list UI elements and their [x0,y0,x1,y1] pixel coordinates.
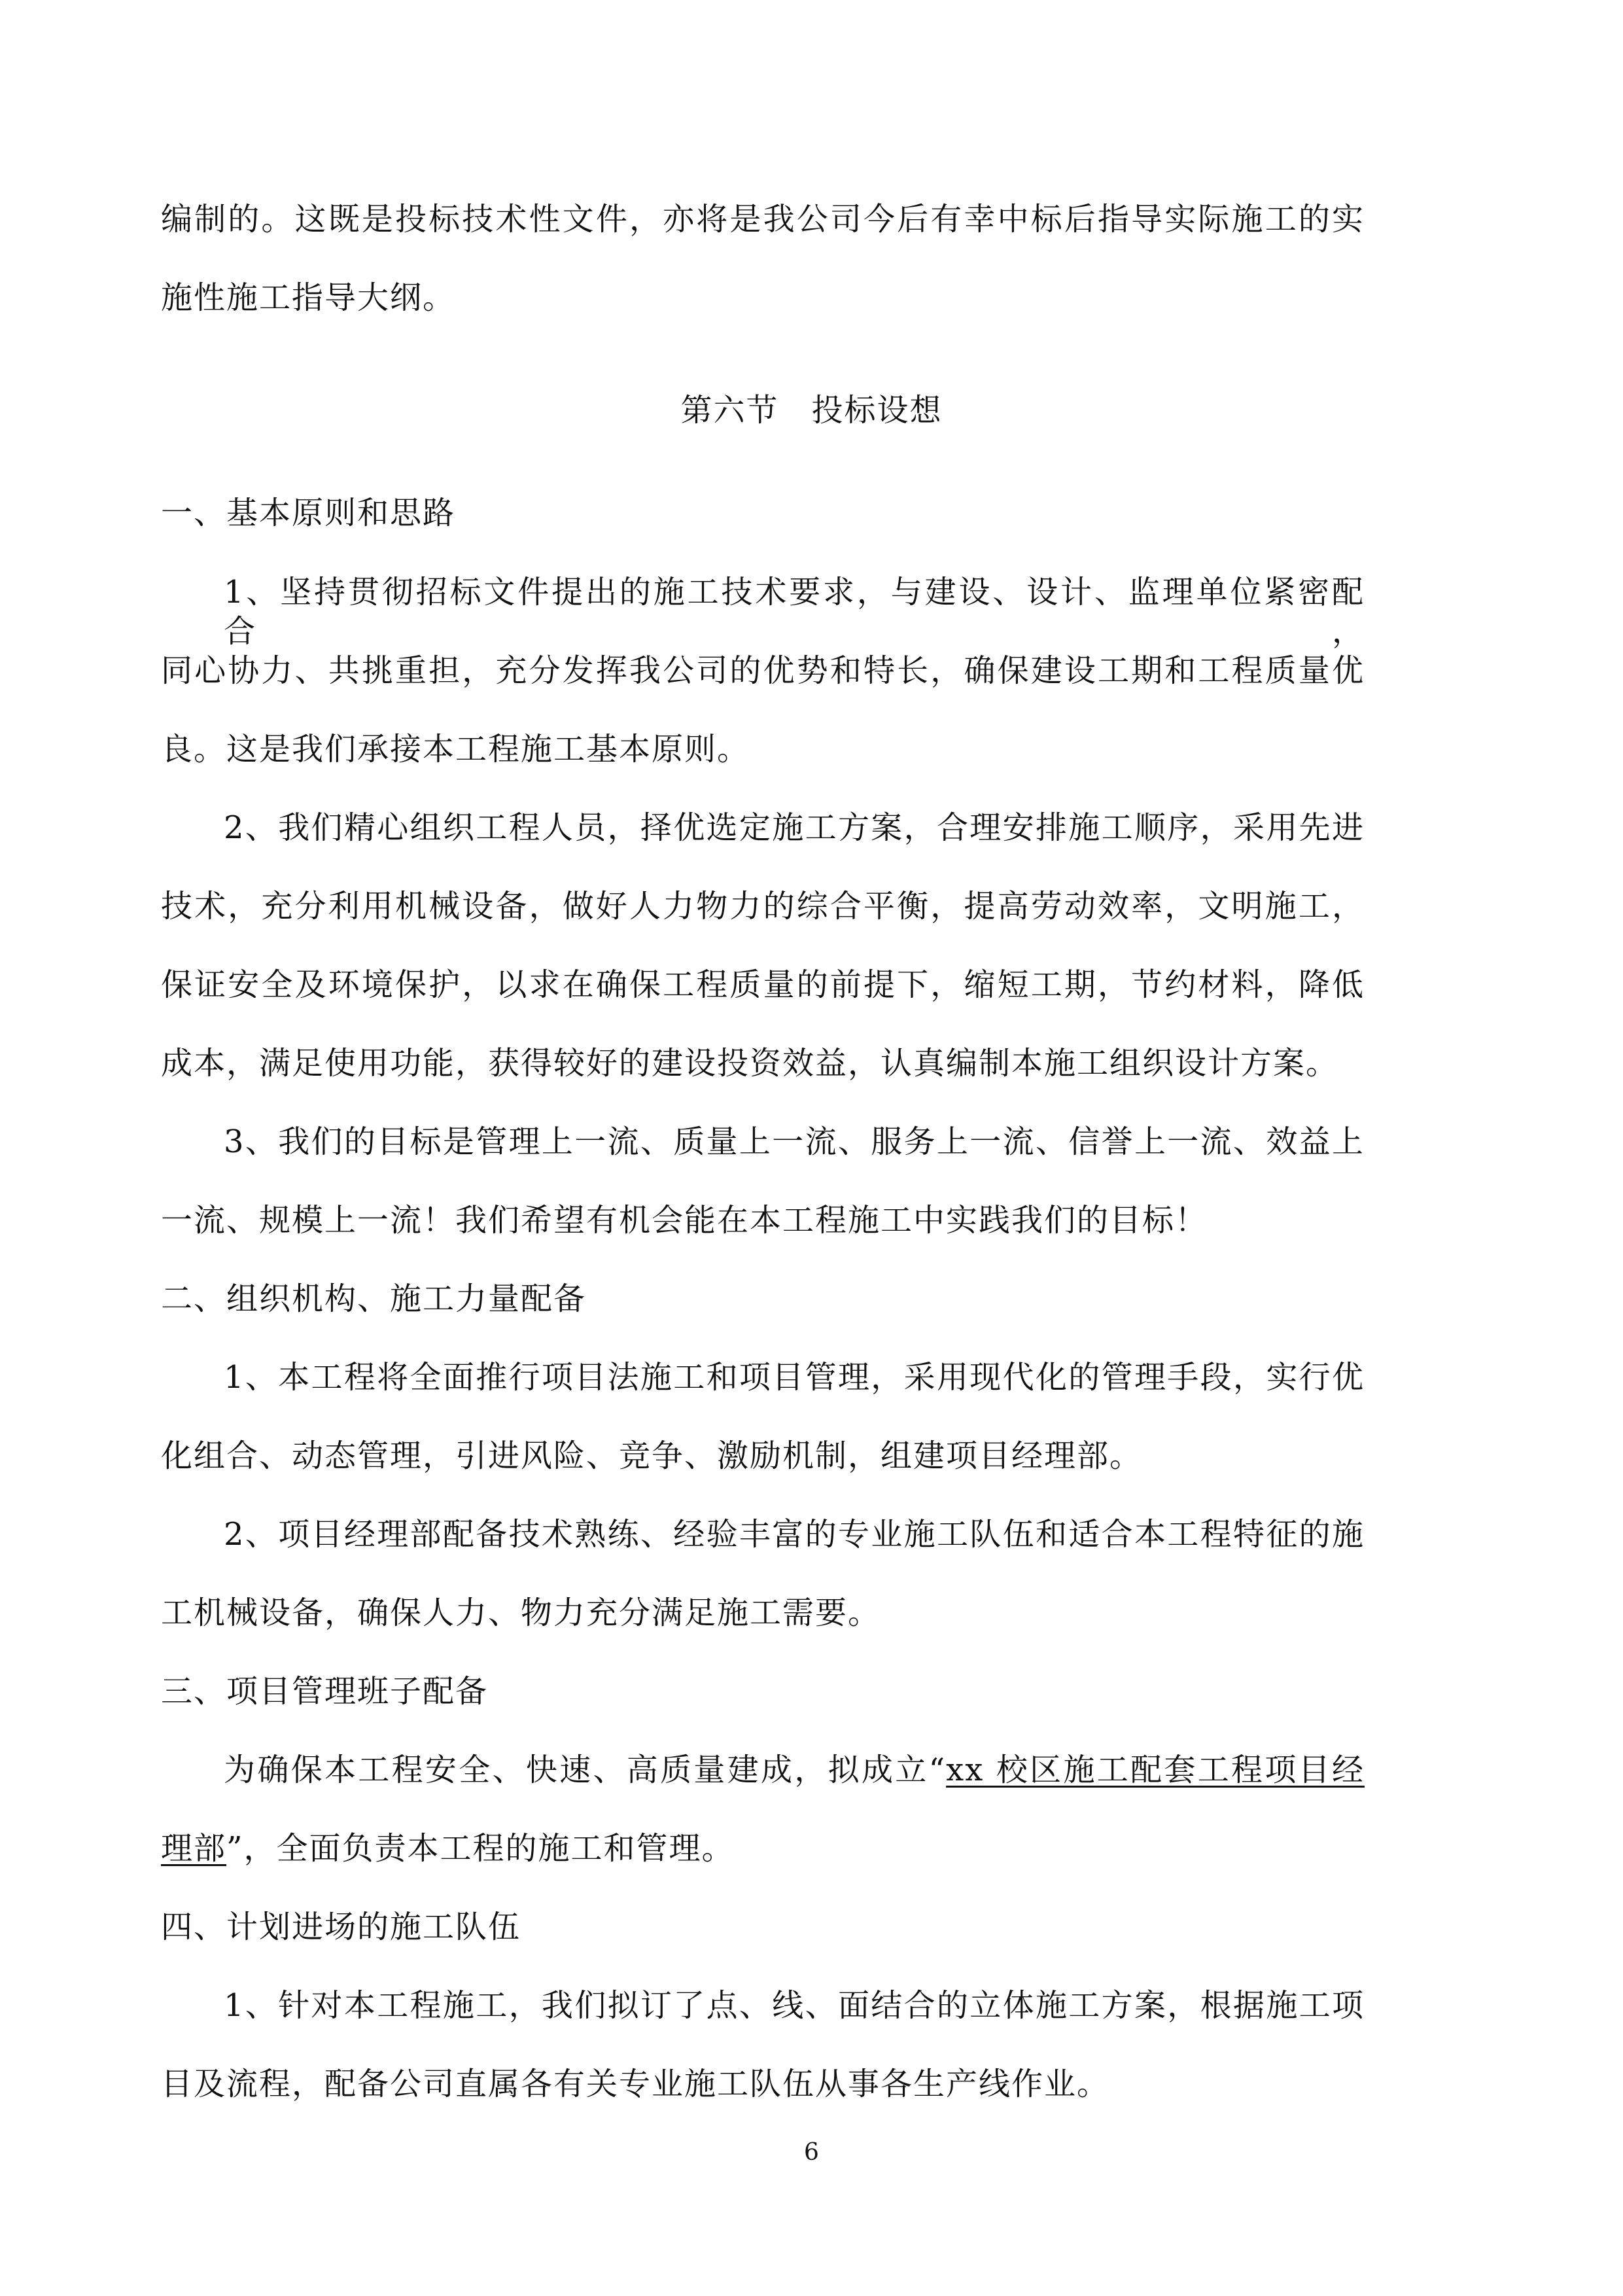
paragraph-line: 良。这是我们承接本工程施工基本原则。 [161,731,750,768]
heading-basic-principles: 一、基本原则和思路 [161,495,456,531]
heading-organization: 二、组织机构、施工力量配备 [161,1280,587,1317]
paragraph-line: 1、针对本工程施工，我们拟订了点、线、面结合的立体施工方案，根据施工项 [224,1987,1365,2024]
page-number: 6 [804,2139,819,2166]
paragraph-line: 成本，满足使用功能，获得较好的建设投资效益，认真编制本施工组织设计方案。 [161,1045,1339,1082]
paragraph-line: 目及流程，配备公司直属各有关专业施工队伍从事各生产线作业。 [161,2066,1110,2102]
paragraph-line: 一流、规模上一流！我们希望有机会能在本工程施工中实践我们的目标！ [161,1202,1208,1239]
project-department-name: xx 校区施工配套工程项目经 [946,1752,1365,1788]
paragraph-line: 1、坚持贯彻招标文件提出的施工技术要求，与建设、设计、监理单位紧密配合， [224,574,1365,650]
paragraph-line [161,1829,1365,1868]
paragraph-line [224,1750,1365,1790]
paragraph-line: 2、我们精心组织工程人员，择优选定施工方案，合理安排施工顺序，采用先进 [224,809,1365,846]
paragraph-text: ”，全面负责本工程的施工和管理。 [226,1830,735,1867]
paragraph-line: 技术，充分利用机械设备，做好人力物力的综合平衡，提高劳动效率，文明施工， [161,888,1365,925]
paragraph-text: 为确保本工程安全、快速、高质量建成，拟成立“ [224,1752,947,1788]
heading-management-team: 三、项目管理班子配备 [161,1673,489,1710]
paragraph-line: 同心协力、共挑重担，充分发挥我公司的优势和特长，确保建设工期和工程质量优 [161,652,1365,689]
paragraph-line: 工机械设备，确保人力、物力充分满足施工需要。 [161,1595,881,1631]
paragraph-line: 保证安全及环境保护，以求在确保工程质量的前提下，缩短工期，节约材料，降低 [161,966,1365,1003]
project-department-name: 理部 [161,1830,227,1867]
heading-construction-teams: 四、计划进场的施工队伍 [161,1909,521,1945]
paragraph-line: 1、本工程将全面推行项目法施工和项目管理，采用现代化的管理手段，实行优 [224,1359,1365,1396]
paragraph-line: 2、项目经理部配备技术熟练、经验丰富的专业施工队伍和适合本工程特征的施 [224,1516,1365,1553]
paragraph-line: 编制的。这既是投标技术性文件，亦将是我公司今后有幸中标后指导实际施工的实 [161,201,1365,238]
paragraph-line: 化组合、动态管理，引进风险、竞争、激励机制，组建项目经理部。 [161,1438,1143,1474]
paragraph-line: 3、我们的目标是管理上一流、质量上一流、服务上一流、信誉上一流、效益上 [224,1123,1365,1160]
section-title: 第六节 投标设想 [680,392,943,429]
paragraph-line: 施性施工指导大纲。 [161,279,456,316]
